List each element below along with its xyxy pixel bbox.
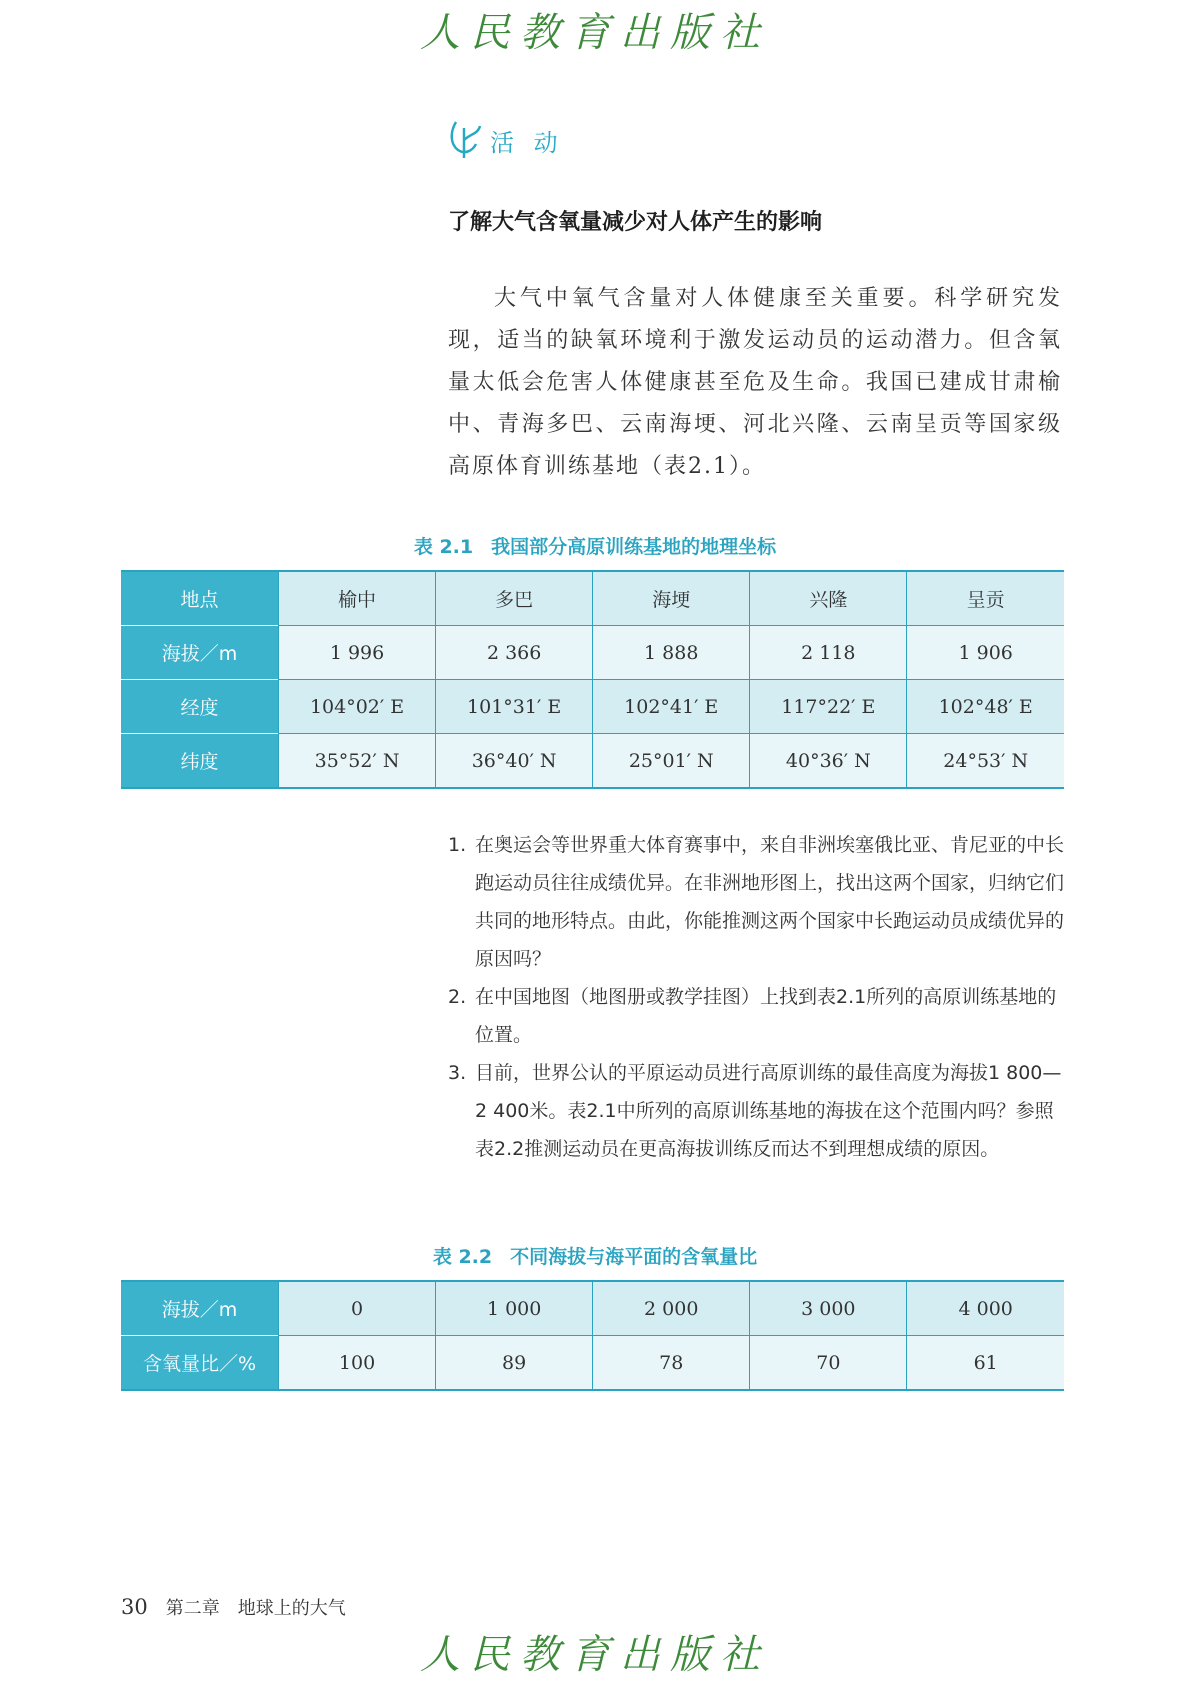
table-row <box>121 680 1064 734</box>
table-cell: 兴隆 <box>750 571 907 626</box>
table-cell: 70 <box>750 1336 907 1391</box>
table-cell: 4 000 <box>907 1281 1064 1336</box>
table2-caption <box>0 1242 1190 1269</box>
question-number: 1. <box>448 834 467 856</box>
table-cell: 2 118 <box>750 626 907 680</box>
table-cell: 104°02′ E <box>279 680 436 734</box>
table1-body <box>121 571 1064 788</box>
table2-body <box>121 1281 1064 1390</box>
row-header: 含氧量比／% <box>121 1336 279 1391</box>
question-item <box>448 1054 1066 1168</box>
row-header: 纬度 <box>121 734 279 789</box>
table-cell: 1 000 <box>436 1281 593 1336</box>
table-row <box>121 626 1064 680</box>
table-cell: 2 366 <box>436 626 593 680</box>
table-cell: 35°52′ N <box>279 734 436 789</box>
chapter-title: 地球上的大气 <box>237 1598 346 1619</box>
page-footer <box>121 1594 346 1620</box>
table-cell: 1 996 <box>279 626 436 680</box>
row-header: 地点 <box>121 571 279 626</box>
chapter-number: 第二章 <box>165 1598 220 1619</box>
table-row <box>121 1336 1064 1391</box>
table-cell: 61 <box>907 1336 1064 1391</box>
section-title: 了解大气含氧量减少对人体产生的影响 <box>448 210 823 235</box>
table-cell: 40°36′ N <box>750 734 907 789</box>
activity-label: 活 动 <box>490 128 564 157</box>
table-cell: 多巴 <box>436 571 593 626</box>
table1-caption <box>0 532 1190 559</box>
table-cell: 89 <box>436 1336 593 1391</box>
table-row <box>121 1281 1064 1336</box>
table-row <box>121 734 1064 789</box>
table-cell: 100 <box>279 1336 436 1391</box>
table-cell: 78 <box>593 1336 750 1391</box>
intro-paragraph: 大气中氧气含量对人体健康至关重要。科学研究发现，适当的缺氧环境利于激发运动员的运动潜力。但含氧量太低会危害人体健康甚至危及生命。我国已建成甘肃榆中、青海多巴、云南海埂、河北兴隆、云南呈贡等国家级高原体育训练基地（表2.1）。 <box>448 286 1062 479</box>
question-list <box>448 826 1066 1168</box>
table-cell: 榆中 <box>279 571 436 626</box>
question-item <box>448 826 1066 978</box>
table1-number: 表 2.1 <box>413 536 474 558</box>
table-cell: 0 <box>279 1281 436 1336</box>
table1 <box>121 570 1064 789</box>
table-cell: 3 000 <box>750 1281 907 1336</box>
table-cell: 24°53′ N <box>907 734 1064 789</box>
table-cell: 36°40′ N <box>436 734 593 789</box>
question-number: 2. <box>448 986 467 1008</box>
table-cell: 1 888 <box>593 626 750 680</box>
question-item <box>448 978 1066 1054</box>
table2-number: 表 2.2 <box>432 1246 493 1268</box>
question-number: 3. <box>448 1062 467 1084</box>
table-cell: 101°31′ E <box>436 680 593 734</box>
row-header: 海拔／m <box>121 1281 279 1336</box>
table-cell: 117°22′ E <box>750 680 907 734</box>
page-number: 30 <box>121 1595 148 1619</box>
row-header: 海拔／m <box>121 626 279 680</box>
question-text: 在奥运会等世界重大体育赛事中，来自非洲埃塞俄比亚、肯尼亚的中长跑运动员往往成绩优异。在非洲地形图上，找出这两个国家，归纳它们共同的地形特点。由此，你能推测这两个国家中长跑运动员成绩优异的原因吗？ <box>475 834 1065 970</box>
activity-icon <box>448 118 484 162</box>
table-cell: 1 906 <box>907 626 1064 680</box>
table-cell: 呈贡 <box>907 571 1064 626</box>
table-cell: 25°01′ N <box>593 734 750 789</box>
table2 <box>121 1280 1064 1391</box>
question-text: 在中国地图（地图册或教学挂图）上找到表2.1所列的高原训练基地的位置。 <box>475 986 1057 1046</box>
activity-header <box>448 118 564 162</box>
table-cell: 102°48′ E <box>907 680 1064 734</box>
table-cell: 102°41′ E <box>593 680 750 734</box>
row-header: 经度 <box>121 680 279 734</box>
table-cell: 2 000 <box>593 1281 750 1336</box>
publisher-logo-bottom: 人民教育出版社 <box>420 1632 770 1678</box>
table-cell: 海埂 <box>593 571 750 626</box>
table-row <box>121 571 1064 626</box>
publisher-logo-top: 人民教育出版社 <box>420 10 770 56</box>
question-text: 目前，世界公认的平原运动员进行高原训练的最佳高度为海拔1 800—2 400米。表2.1中所列的高原训练基地的海拔在这个范围内吗？参照表2.2推测运动员在更高海拔训练反而达不到理想成绩的原因。 <box>475 1062 1062 1160</box>
table2-title: 不同海拔与海平面的含氧量比 <box>510 1246 758 1268</box>
table1-title: 我国部分高原训练基地的地理坐标 <box>491 536 777 558</box>
